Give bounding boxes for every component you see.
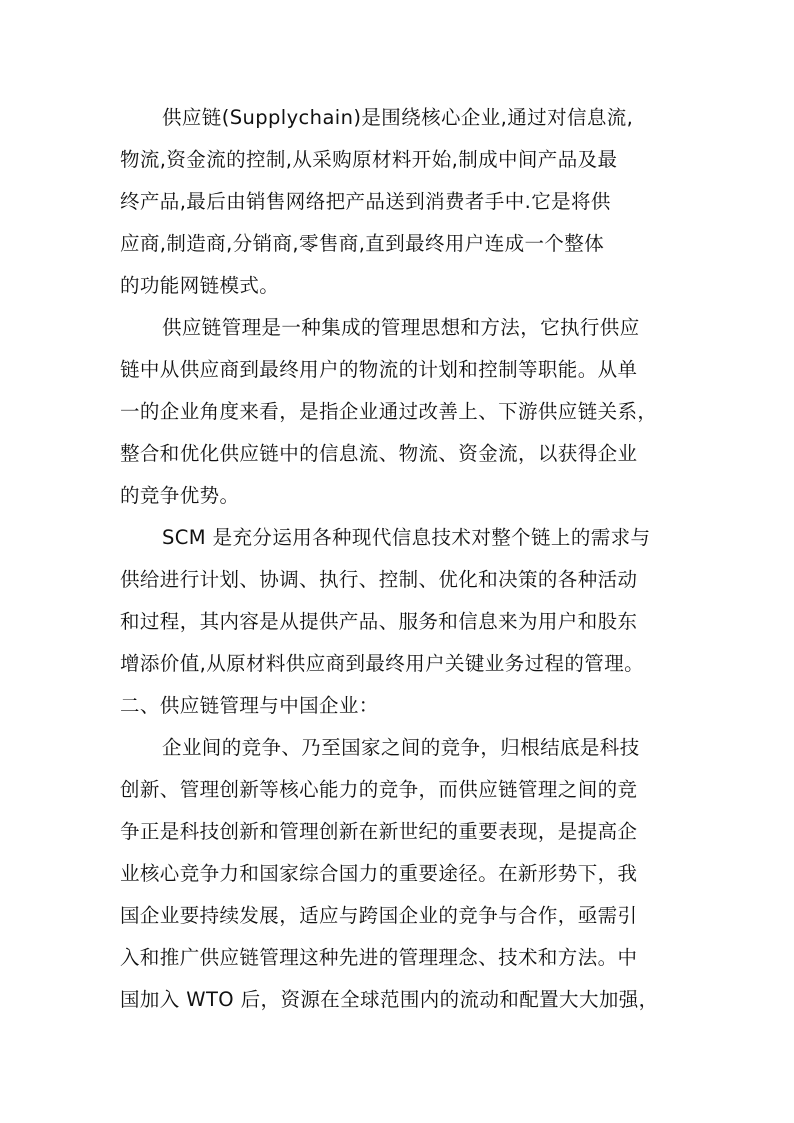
paragraph-line: 争正是科技创新和管理创新在新世纪的重要表现，是提高企 [120, 820, 638, 843]
paragraph-line: 和过程，其内容是从提供产品、服务和信息来为用户和股东 [120, 610, 638, 633]
paragraph-line: 创新、管理创新等核心能力的竞争，而供应链管理之间的竞 [120, 778, 638, 801]
paragraph-line: 供应链(Supplychain)是围绕核心企业,通过对信息流, [162, 106, 634, 129]
paragraph-line: 物流,资金流的控制,从采购原材料开始,制成中间产品及最 [120, 148, 618, 171]
paragraph-line: 的功能网链模式。 [120, 274, 280, 297]
paragraph-line: 业核心竞争力和国家综合国力的重要途径。在新形势下，我 [120, 862, 638, 885]
paragraph-line: 入和推广供应链管理这种先进的管理理念、技术和方法。中 [120, 946, 638, 969]
paragraph-line: 增添价值,从原材料供应商到最终用户关键业务过程的管理。 [120, 652, 644, 675]
paragraph-line: 整合和优化供应链中的信息流、物流、资金流，以获得企业 [120, 442, 638, 465]
paragraph-line: 企业间的竞争、乃至国家之间的竞争，归根结底是科技 [162, 736, 640, 759]
paragraph-line: 一的企业角度来看，是指企业通过改善上、下游供应链关系， [120, 400, 658, 423]
paragraph-line: 供应链管理是一种集成的管理思想和方法，它执行供应 [162, 316, 640, 339]
paragraph-line: 供给进行计划、协调、执行、控制、优化和决策的各种活动 [120, 568, 638, 591]
paragraph-line: 终产品,最后由销售网络把产品送到消费者手中.它是将供 [120, 190, 611, 213]
paragraph-line: 应商,制造商,分销商,零售商,直到最终用户连成一个整体 [120, 232, 605, 255]
paragraph-line: SCM 是充分运用各种现代信息技术对整个链上的需求与 [162, 526, 651, 549]
section-heading: 二、供应链管理与中国企业： [120, 694, 379, 717]
paragraph-line: 国加入 WTO 后，资源在全球范围内的流动和配置大大加强， [120, 988, 659, 1011]
paragraph-line: 的竞争优势。 [120, 484, 240, 507]
paragraph-line: 链中从供应商到最终用户的物流的计划和控制等职能。从单 [120, 358, 638, 381]
paragraph-line: 国企业要持续发展，适应与跨国企业的竞争与合作，亟需引 [120, 904, 638, 927]
